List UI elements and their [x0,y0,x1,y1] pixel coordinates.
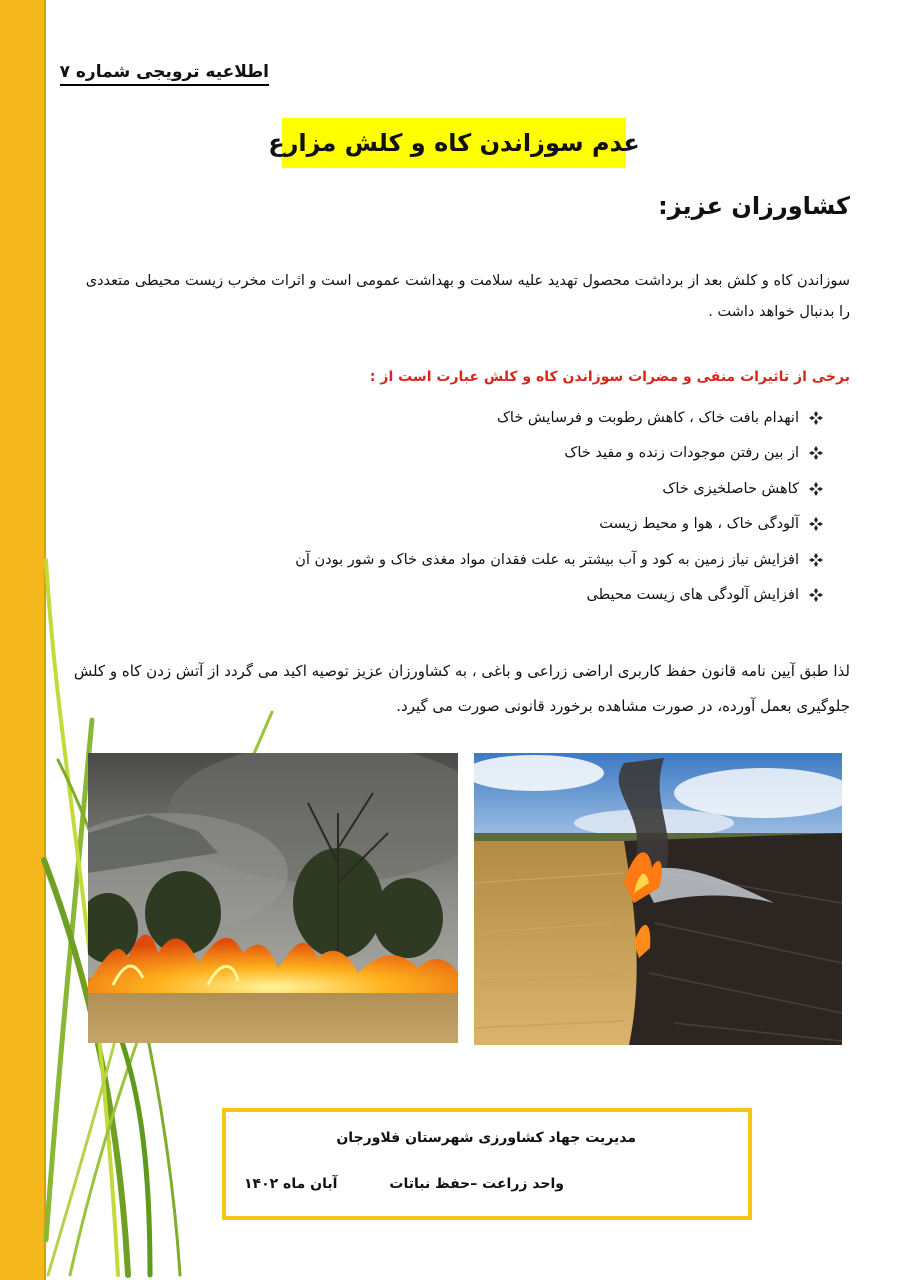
footer-unit: واحد زراعت –حفظ نباتات [389,1176,564,1192]
list-item [223,436,823,472]
effects-heading: برخی از تاثیرات منفی و مضرات سوزاندن کاه و کلش عبارت است از : [369,369,850,385]
diamond-bullet-icon [809,482,823,496]
side-accent-bar [0,0,44,1280]
diamond-bullet-icon [809,411,823,425]
effect-text: کاهش حاصلخیزی خاک [662,480,799,497]
bulletin-number: اطلاعیه ترویجی شماره ۷ [60,62,269,86]
intro-paragraph: سوزاندن کاه و کلش بعد از برداشت محصول تهدید علیه سلامت و بهداشت عمومی است و اثرات مخرب زیست محیطی متعددی را بدنبال خواهد داشت . [85,273,850,320]
side-accent-edge [44,0,46,1280]
title-highlight [268,118,640,168]
brush-fire-photo [88,753,458,1043]
effect-text: آلودگی خاک ، هوا و محیط زیست [599,516,799,533]
footer-date: آبان ماه ۱۴۰۲ [244,1176,338,1192]
effect-text: افزایش نیاز زمین به کود و آب بیشتر به علت فقدان مواد مغذی خاک و شور بودن آن [295,551,799,568]
diamond-bullet-icon [809,588,823,602]
list-item [223,578,823,614]
list-item [223,542,823,578]
effect-text: افزایش آلودگی های زیست محیطی [586,587,799,604]
conclusion-paragraph: لذا طبق آیین نامه قانون حفظ کاربری اراضی زراعی و باغی ، به کشاورزان عزیز توصیه اکید می گردد از آتش زدن کاه و کلش جلوگیری بعمل آورده، در صورت مشاهده برخورد قانونی صورت می گیرد. [73,662,850,715]
footer-box [222,1108,752,1220]
diamond-bullet-icon [809,517,823,531]
diamond-bullet-icon [809,446,823,460]
page-title: عدم سوزاندن کاه و کلش مزارع [268,129,640,157]
greeting: کشاورزان عزیز: [658,192,850,220]
effect-text: انهدام بافت خاک ، کاهش رطوبت و فرسایش خاک [496,409,799,426]
list-item [223,471,823,507]
list-item [223,507,823,543]
effect-text: از بین رفتن موجودات زنده و مفید خاک [564,445,799,462]
footer-organization: مدیریت جهاد کشاورزی شهرستان فلاورجان [336,1130,636,1146]
list-item [223,400,823,436]
stubble-fire-photo [474,753,842,1045]
effects-list [223,400,823,613]
diamond-bullet-icon [809,553,823,567]
